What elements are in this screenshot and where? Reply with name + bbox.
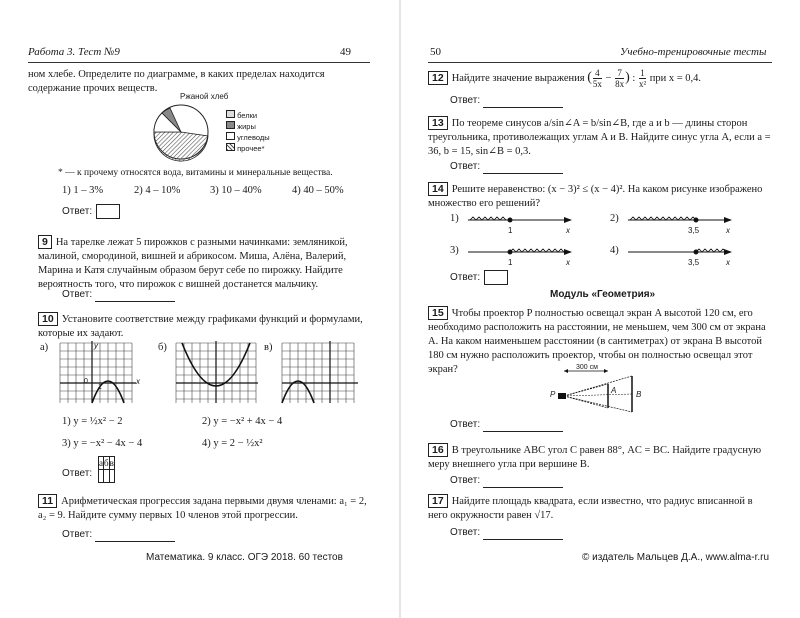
legend-item-fats: жиры: [226, 121, 270, 132]
formula-4: 4) y = 2 − ½x²: [202, 438, 263, 449]
pie-slice-other: [154, 132, 208, 161]
q10-text: Установите соответствие между графиками функций и формулами, которые их задают.: [38, 314, 363, 339]
left-header-rule: [28, 62, 370, 63]
legend-item-other: прочее*: [226, 143, 270, 154]
q13-answer-line[interactable]: [483, 163, 563, 174]
q9-text: На тарелке лежат 5 пирожков с разными начинками: земляникой, малиной, смородиной, вишней и абрикосом. Миша, Алёна, Валерий, Марина и Катя случайным образом берут себе по пирожку. Найдите вероятность того, что пирожок с вишней достанется мальчику.: [38, 237, 348, 290]
formula-3: 3) y = −x² − 4x − 4: [62, 438, 143, 449]
legend-swatch: [226, 143, 235, 151]
q10: [38, 312, 368, 341]
q16: [428, 443, 774, 472]
formula-2: 2) y = −x² + 4x − 4: [202, 416, 283, 427]
line-2-tick: 3,5: [688, 226, 700, 235]
graph-a-x-label: x: [136, 377, 140, 386]
graph-label-c: в): [264, 342, 273, 353]
line-1-label: 1): [450, 213, 459, 224]
line-1-x: x: [566, 226, 570, 235]
q12-frac-3: $\frac{1}{\text{x²}}$: [638, 68, 647, 89]
left-page-number: 49: [340, 46, 351, 58]
right-header-title: Учебно-тренировочные тесты: [620, 46, 767, 58]
pie-legend: [226, 110, 270, 154]
q10-answer-table: а б в: [98, 456, 115, 483]
q11-text: Арифметическая прогрессия задана первыми двумя членами: a₁ = 2, a₂ = 9. Найдите сумму первых 10 членов этой прогрессии.: [38, 496, 367, 521]
line-3-label: 3): [450, 245, 459, 256]
q13-text: По теореме синусов a/sin∠A = b/sin∠B, где a и b — длины сторон треугольника, противолежащих углам A и B. Найдите синус угла A, если a = 36, b = 15, sin∠B = 0,3.: [428, 118, 771, 157]
q16-answer-line[interactable]: [483, 477, 563, 488]
pie-title: Ржаной хлеб: [180, 92, 229, 101]
q11-answer: Ответ:: [62, 528, 175, 542]
number-line-4: [628, 246, 732, 260]
q16-number: 16: [428, 443, 448, 457]
fig-b: B: [636, 390, 642, 399]
q15-number: 15: [428, 306, 448, 320]
line-4-x: x: [726, 258, 730, 267]
q11-answer-line[interactable]: [95, 531, 175, 542]
q17-number: 17: [428, 494, 448, 508]
q8-options: 1) 1 – 3% 2) 4 – 10% 3) 10 – 40% 4) 40 – 50%: [62, 185, 344, 196]
legend-swatch: [226, 121, 235, 129]
q9-answer: Ответ:: [62, 288, 175, 302]
q17-answer-line[interactable]: [483, 529, 563, 540]
q17-text: Найдите площадь квадрата, если известно, что радиус вписанной в него окружности равен √17.: [428, 496, 753, 521]
left-footer: Математика. 9 класс. ОГЭ 2018. 60 тестов: [146, 552, 343, 563]
q13-number: 13: [428, 116, 448, 130]
line-4-tick: 3,5: [688, 258, 700, 267]
q12: 12 Найдите значение выражения ( $\frac{4}{5x}$ − $\frac{7}{8x}$ ) : $\frac{1}{\text{x²}}$ при x = 0,4.: [428, 68, 778, 89]
q8-footnote: * — к прочему относятся вода, витамины и минеральные вещества.: [58, 168, 333, 178]
graph-a-one: 1: [98, 384, 102, 391]
line-1-tick: 1: [508, 226, 513, 235]
q10-formulas: [62, 415, 372, 451]
q13-answer: Ответ:: [450, 160, 563, 174]
q14-answer: Ответ:: [450, 270, 508, 285]
q14-text: Решите неравенство: (x − 3)² ≤ (x − 4)². На каком рисунке изображено множество его решений?: [428, 184, 763, 209]
line-2-label: 2): [610, 213, 619, 224]
q14-number: 14: [428, 182, 448, 196]
q9-number: 9: [38, 235, 52, 249]
q12-number: 12: [428, 71, 448, 85]
q12-frac-2: $\frac{7}{8x}$: [615, 68, 625, 89]
q11: [38, 494, 368, 523]
q14-number-lines: [450, 212, 770, 268]
q17-answer: Ответ:: [450, 526, 563, 540]
q15-answer: Ответ:: [450, 418, 563, 432]
q10-answer-label: Ответ:: [62, 468, 93, 479]
graph-a: [58, 341, 140, 405]
q12-answer: Ответ:: [450, 94, 563, 108]
q8-answer-box[interactable]: [96, 204, 120, 219]
number-line-2: [628, 214, 732, 228]
number-line-3: [468, 246, 572, 260]
pie-figure: [148, 92, 348, 162]
q10-number: 10: [38, 312, 58, 326]
graph-c: [280, 341, 360, 405]
q8-answer: Ответ:: [62, 204, 120, 219]
formula-1: 1) y = ½x² − 2: [62, 416, 123, 427]
line-4-label: 4): [610, 245, 619, 256]
q9-answer-line[interactable]: [95, 291, 175, 302]
pie-chart: [148, 102, 218, 162]
q16-answer: Ответ:: [450, 474, 563, 488]
graph-label-a: а): [40, 342, 49, 353]
legend-item-carbs: углеводы: [226, 132, 270, 143]
q14: [428, 182, 774, 211]
fig-a: A: [611, 386, 617, 395]
q16-text: В треугольнике ABC угол C равен 88°, AC = BC. Найдите градусную меру внешнего угла при вершине B.: [428, 445, 762, 470]
line-3-x: x: [566, 258, 570, 267]
legend-swatch: [226, 132, 235, 140]
q15-answer-line[interactable]: [483, 421, 563, 432]
left-header-title: Работа 3. Тест №9: [28, 46, 120, 58]
graph-b: [174, 341, 260, 405]
q13: [428, 116, 774, 159]
module-title: Модуль «Геометрия»: [550, 289, 656, 300]
q12-frac-1: $\frac{4}{5x}$: [592, 68, 602, 89]
legend-item-proteins: белки: [226, 110, 270, 121]
line-3-tick: 1: [508, 258, 513, 267]
q10-graphs: [40, 341, 370, 409]
graph-a-zero: 0: [84, 378, 88, 385]
q12-text-after: при x = 0,4.: [649, 72, 702, 84]
right-footer: © издатель Мальцев Д.А., www.alma-r.ru: [582, 552, 770, 563]
q12-answer-line[interactable]: [483, 97, 563, 108]
right-header-rule: [428, 62, 772, 63]
q15-text: Чтобы проектор P полностью освещал экран A высотой 120 см, его необходимо расположить на расстоянии, не меньшем, чем 300 см от экрана A. На каком наименьшем расстоянии (в сантиметрах) от экрана B высотой 180 см нужно расположить проектор, чтобы он полностью освещал этот экран?: [428, 308, 766, 375]
line-2-x: x: [726, 226, 730, 235]
fig-p: P: [550, 390, 556, 399]
fig-distance: 300 см: [576, 364, 598, 371]
q17: [428, 494, 774, 523]
q14-answer-box[interactable]: [484, 270, 508, 285]
q11-number: 11: [38, 494, 57, 508]
q8-tail-text: ном хлебе. Определите по диаграмме, в каких пределах находится содержание прочих веществ.: [28, 69, 325, 94]
right-page: [400, 0, 800, 618]
graph-a-y-label: y: [94, 341, 98, 350]
legend-swatch: [226, 110, 235, 118]
number-line-1: [468, 214, 572, 228]
graph-label-b: б): [158, 342, 167, 353]
right-page-number: 50: [430, 46, 441, 58]
q12-text-before: Найдите значение выражения: [451, 72, 585, 84]
q9: [38, 235, 368, 292]
